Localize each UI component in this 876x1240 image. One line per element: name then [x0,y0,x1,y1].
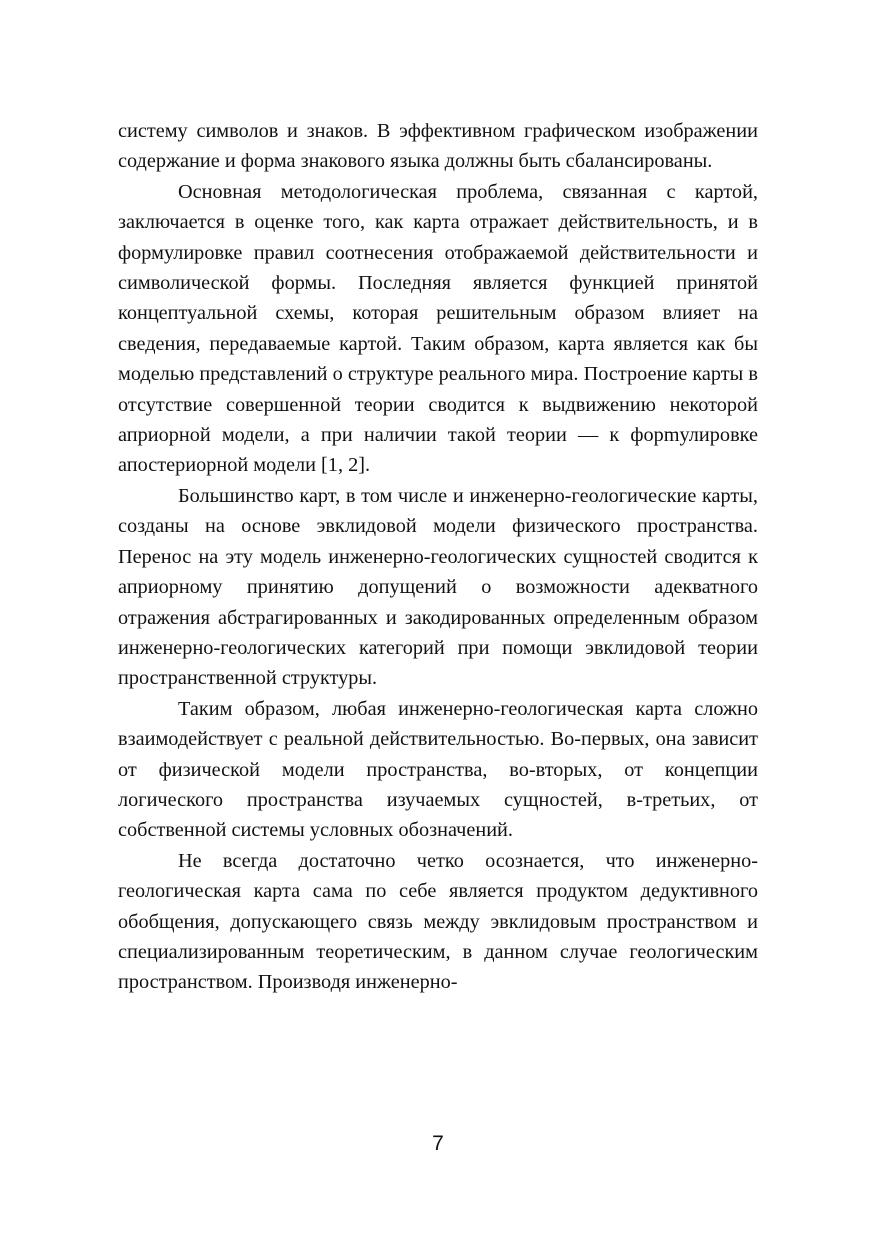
paragraph-4: Таким образом, любая инженерно-геологическая карта сложно взаимодействует с реальной действительностью. Во-первых, она зависит от физической модели пространства, во-вторых, от концепции логического пространства изучаемых сущностей, в-третьих, от собственной системы условных обозначений. [118,697,758,842]
paragraph-1: систему символов и знаков. В эффективном графическом изображении содержание и форма знакового языка должны быть сбалансированы. [118,120,758,173]
paragraph-2: Основная методологическая проблема, связанная с картой, заключается в оценке того, как карта отражает действительность, и в формулировке правил соотнесения отображаемой действительности и символической формы. Последняя является функцией принятой концептуальной схемы, которая решительным образом влияет на сведения, передаваемые картой. Таким образом, карта является как бы моделью представлений о структуре реального мира. Построение карты в отсутствие совершенной теории сводится к выдвижению некоторой априорной модели, а при наличии такой теории — к форmулировке апостериорной модели [1, 2]. [118,180,758,477]
page-number: 7 [432,1132,444,1155]
paragraph-3: Большинство карт, в том числе и инженерно-геологические карты, созданы на основе эвклидовой модели физического пространства. Перенос на эту модель инженерно-геологических сущностей сводится к априорному принятию допущений о возможности адекватного отражения абстрагированных и закодированных определенным образом инженерно-геологических категорий при помощи эвклидовой теории пространственной структуры. [118,484,758,690]
paragraph-5: Не всегда достаточно четко осознается, что инженерно-геологическая карта сама по себе является продуктом дедуктивного обобщения, допускающего связь между эвклидовым пространством и специализированным теоретическим, в данном случае геологическим пространством. Производя инженерно- [118,849,758,994]
body-text [118,116,758,998]
